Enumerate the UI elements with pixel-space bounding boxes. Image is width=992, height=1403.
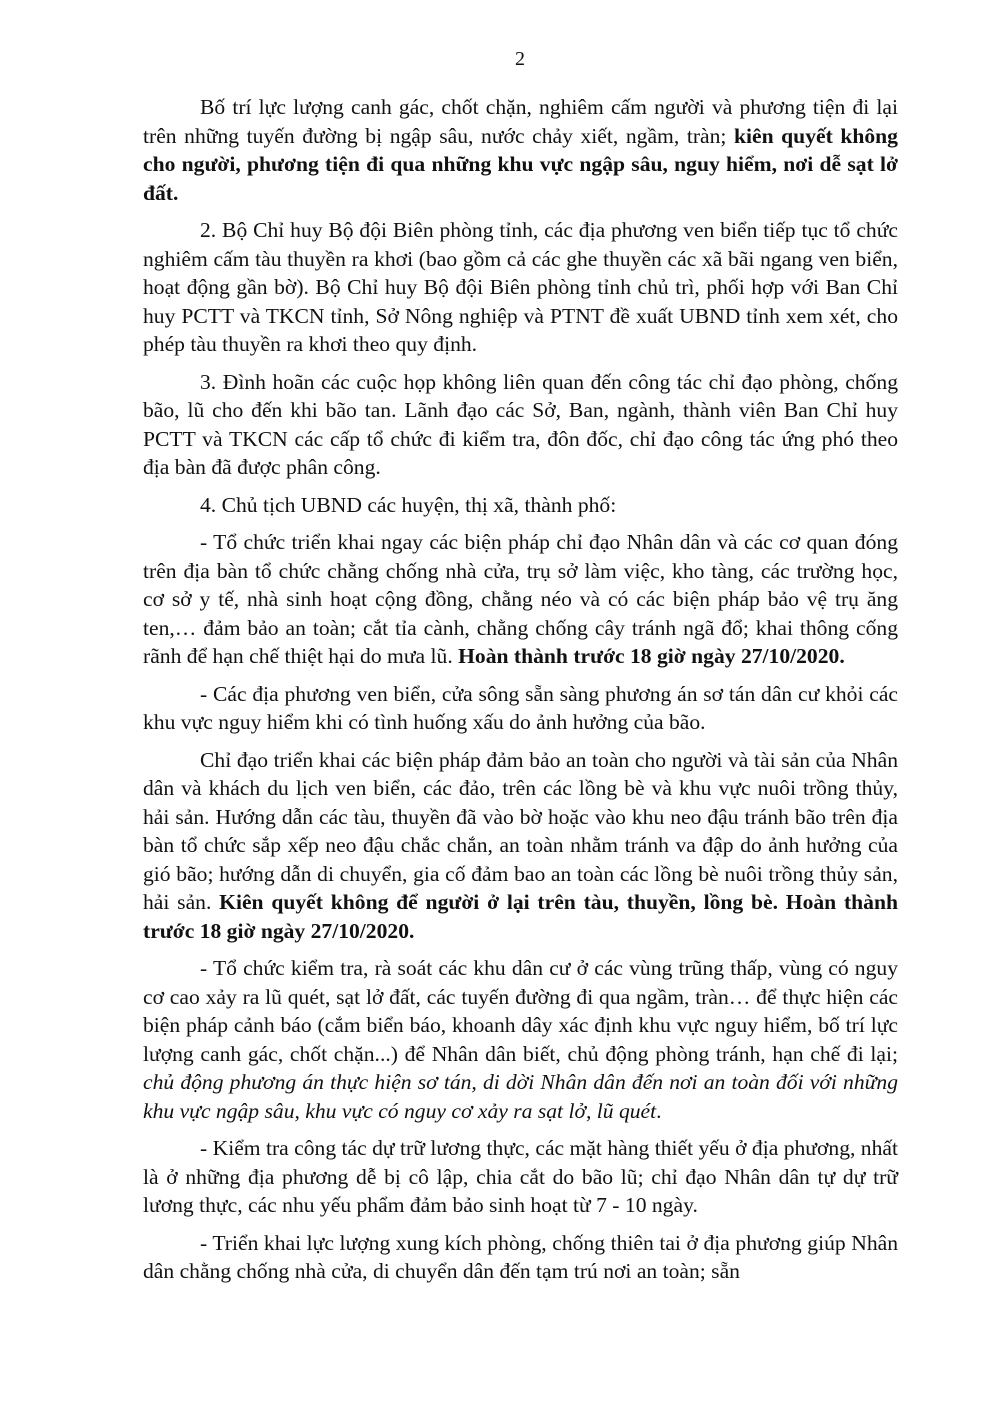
bold-text-run: Kiên quyết không để người ở lại trên tàu, thuyền, lồng bè. Hoàn thành trước 18 giờ ngày 27/10/2020.: [143, 890, 898, 943]
text-run: 4. Chủ tịch UBND các huyện, thị xã, thành phố:: [200, 492, 617, 517]
text-run: - Tổ chức triển khai ngay các biện pháp chỉ đạo Nhân dân và các cơ quan đóng trên địa bàn tổ chức chằng chống nhà cửa, trụ sở làm việc, kho tàng, các trường học, cơ sở y tế, nhà sinh hoạt cộng đồng, chằng néo và có các biện pháp bảo vệ trụ ăng ten,… đảm bảo an toàn; cắt tỉa cành, chằng chống cây tránh ngã đổ; khai thông cống rãnh để hạn chế thiệt hại do mưa lũ.: [143, 530, 898, 668]
text-run: Bố trí lực lượng canh gác, chốt chặn, nghiêm cấm người và phương tiện đi lại trên những tuyến đường bị ngập sâu, nước chảy xiết, ngầm, tràn;: [143, 95, 898, 148]
bold-text-run: kiên quyết không cho người, phương tiện đi qua những khu vực ngập sâu, nguy hiểm, nơi dễ sạt lở đất.: [143, 123, 898, 205]
paragraph: [143, 216, 898, 359]
italic-text-run: chủ động phương án thực hiện sơ tán, di dời Nhân dân đến nơi an toàn đối với những khu vực ngập sâu, khu vực có nguy cơ xảy ra sạt lở, lũ quét: [143, 1070, 898, 1123]
text-run: - Các địa phương ven biển, cửa sông sẵn sàng phương án sơ tán dân cư khỏi các khu vực nguy hiểm khi có tình huống xấu do ảnh hưởng của bão.: [143, 681, 898, 734]
paragraph: [143, 491, 898, 520]
text-run: - Tổ chức kiểm tra, rà soát các khu dân cư ở các vùng trũng thấp, vùng có nguy cơ cao xảy ra lũ quét, sạt lở đất, các tuyến đường đi qua ngầm, tràn… để thực hiện các biện pháp cảnh báo (cắm biển báo, khoanh dây xác định khu vực nguy hiểm, bố trí lực lượng canh gác, chốt chặn...) để Nhân dân biết, chủ động phòng tránh, hạn chế đi lại;: [143, 956, 898, 1066]
paragraph: [143, 1134, 898, 1220]
paragraph: [143, 746, 898, 946]
paragraph: [143, 1229, 898, 1286]
paragraph: [143, 528, 898, 671]
text-run: 3. Đình hoãn các cuộc họp không liên quan đến công tác chỉ đạo phòng, chống bão, lũ cho đến khi bão tan. Lãnh đạo các Sở, Ban, ngành, thành viên Ban Chỉ huy PCTT và TKCN các cấp tổ chức đi kiểm tra, đôn đốc, chỉ đạo công tác ứng phó theo địa bàn đã được phân công.: [143, 369, 898, 479]
page-number: 2: [515, 48, 525, 70]
paragraph: [143, 954, 898, 1125]
paragraph: [143, 93, 898, 207]
paragraph: [143, 368, 898, 482]
document-body: [143, 93, 898, 1286]
bold-text-run: Hoàn thành trước 18 giờ ngày 27/10/2020.: [458, 644, 845, 668]
text-run: 2. Bộ Chỉ huy Bộ đội Biên phòng tỉnh, các địa phương ven biển tiếp tục tổ chức nghiêm cấm tàu thuyền ra khơi (bao gồm cả các ghe thuyền các xã bãi ngang ven biển, hoạt động gần bờ). Bộ Chỉ huy Bộ đội Biên phòng tỉnh chủ trì, phối hợp với Ban Chỉ huy PCTT và TKCN tỉnh, Sở Nông nghiệp và PTNT đề xuất UBND tỉnh xem xét, cho phép tàu thuyền ra khơi theo quy định.: [143, 218, 898, 356]
text-run: .: [656, 1098, 662, 1123]
paragraph: [143, 680, 898, 737]
text-run: Chỉ đạo triển khai các biện pháp đảm bảo an toàn cho người và tài sản của Nhân dân và khách du lịch ven biển, các đảo, trên các lồng bè và khu vực nuôi trồng thủy, hải sản. Hướng dẫn các tàu, thuyền đã vào bờ hoặc vào khu neo đậu tránh bão trên địa bàn tổ chức sắp xếp neo đậu chắc chắn, an toàn nhằm tránh va đập do ảnh hưởng của gió bão; hướng dẫn di chuyển, gia cố đảm bao an toàn các lồng bè nuôi trồng thủy sản, hải sản.: [143, 747, 898, 914]
text-run: - Triển khai lực lượng xung kích phòng, chống thiên tai ở địa phương giúp Nhân dân chằng chống nhà cửa, di chuyển dân đến tạm trú nơi an toàn; sẵn: [143, 1230, 898, 1283]
text-run: - Kiểm tra công tác dự trữ lương thực, các mặt hàng thiết yếu ở địa phương, nhất là ở những địa phương dễ bị cô lập, chia cắt do bão lũ; chỉ đạo Nhân dân tự dự trữ lương thực, các nhu yếu phẩm đảm bảo sinh hoạt từ 7 - 10 ngày.: [143, 1136, 898, 1217]
